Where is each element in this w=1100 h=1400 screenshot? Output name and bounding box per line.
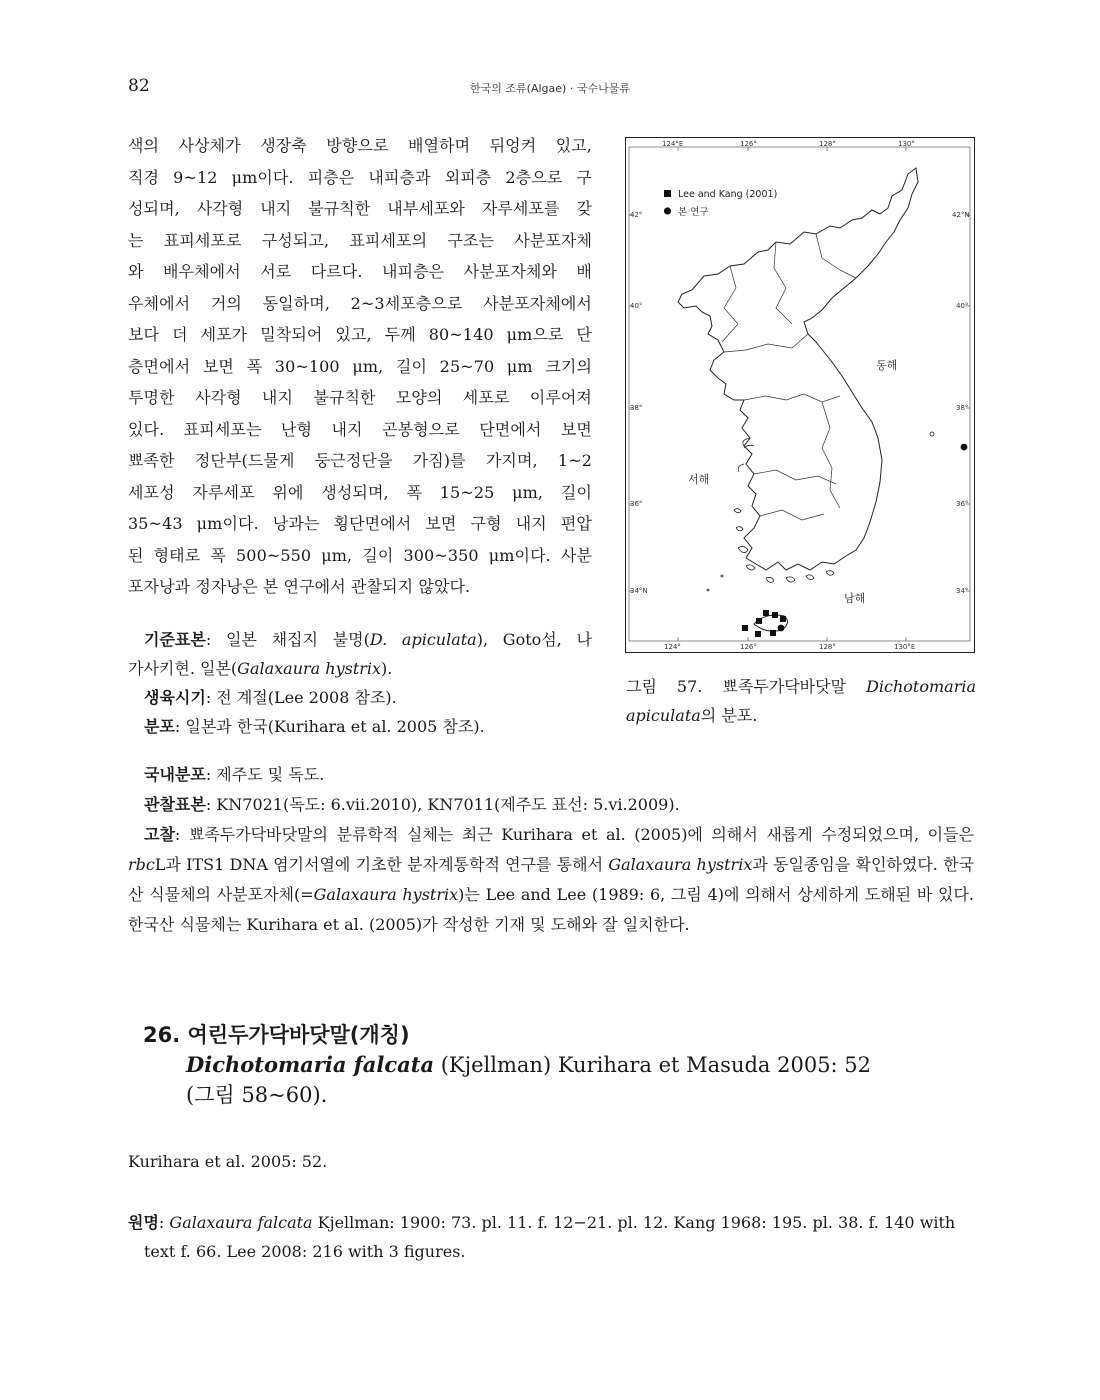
legend-square-label: Lee and Kang (2001) <box>678 189 778 200</box>
description-line: 색의 사상체가 생장축 방향으로 배열하며 뒤엉켜 있고, <box>128 136 592 155</box>
top-tick-1: 126° <box>740 140 757 148</box>
left-tick-3: 36° <box>630 500 643 508</box>
reference-line: Kurihara et al. 2005: 52. <box>128 1152 328 1171</box>
top-tick-3: 130° <box>898 140 915 148</box>
species-binomial-line <box>143 1050 963 1080</box>
species-heading <box>143 1020 963 1110</box>
record-square <box>780 616 786 622</box>
bottom-tick-2: 128° <box>819 643 836 651</box>
domestic-distribution-entry: 국내분포: 제주도 및 독도. <box>144 765 325 784</box>
record-square <box>742 625 748 631</box>
running-header: 한국의 조류(Algae) · 국수나물류 <box>470 82 630 95</box>
right-tick-3: 36° <box>956 500 969 508</box>
description-line: 있다. 표피세포는 난형 내지 곤봉형으로 단면에서 보면 <box>128 419 592 439</box>
season-entry: 생육시기: 전 계절(Lee 2008 참조). <box>144 687 397 707</box>
full-width-block <box>128 760 974 940</box>
type-specimen-entry-cont: 가사키현. 일본(Galaxaura hystrix). <box>128 658 393 678</box>
discussion-paragraph: 고찰: 뾰족두가닥바닷말의 분류학적 실체는 최근 Kurihara et al. (2005)에 의해서 새롭게 수정되었으며, 이들은 rbcL과 ITS1 DNA 염기서열에 기초한 분자계통학적 연구를 통해서 Galaxaura hystrix과 동일종임을 확인하였다. 한국산 식물체의 사분포자체(=Galaxaura hystrix)는 Lee and Lee (1989: 6, 그림 4)에 의해서 상세하게 도해된 바 있다. 한국산 식물체는 Kurihara et al. (2005)가 작성한 기재 및 도해와 잘 일치한다. <box>128 825 975 934</box>
species-authority: (Kjellman) Kurihara et Masuda 2005: 52 <box>434 1053 872 1077</box>
record-square <box>772 612 778 618</box>
observed-specimens-label: 관찰표본 <box>144 795 206 814</box>
description-line: 와 배우체에서 서로 다르다. 내피층은 사분포자체와 배 <box>128 262 592 281</box>
right-tick-0: 42°N <box>952 211 970 219</box>
record-square <box>755 631 761 637</box>
species-figures: (그림 58~60). <box>186 1083 328 1107</box>
korea-map-svg <box>626 138 976 654</box>
record-square <box>770 630 776 636</box>
observed-specimens-entry: 관찰표본: KN7021(독도: 6.vii.2010), KN7011(제주도 표선: 5.vi.2009). <box>144 795 680 814</box>
description-line: 투명한 사각형 내지 불규칙한 모양의 세포로 이루어져 <box>128 388 592 407</box>
bottom-tick-3: 130°E <box>894 643 916 651</box>
description-line: 세포성 자루세포 위에 생성되며, 폭 15~25 μm, 길이 <box>128 482 592 502</box>
record-square <box>756 618 762 624</box>
record-circle <box>961 444 968 451</box>
label-west-sea: 서해 <box>688 473 710 486</box>
top-tick-0: 124°E <box>662 140 684 148</box>
label-east-sea: 동해 <box>876 359 898 372</box>
left-tick-4: 34°N <box>630 587 648 595</box>
label-south-sea: 남해 <box>844 592 866 605</box>
description-line: 층면에서 보면 폭 30~100 μm, 길이 25~70 μm 크기의 <box>128 356 592 376</box>
bottom-tick-0: 124° <box>664 643 681 651</box>
description-line: 보다 더 세포가 밀착되어 있고, 두께 80~140 μm으로 단 <box>128 325 592 344</box>
record-square <box>763 610 769 616</box>
right-tick-1: 40° <box>956 302 969 310</box>
discussion-label: 고찰 <box>144 825 175 844</box>
coastal-islands <box>707 432 934 591</box>
right-tick-2: 38° <box>956 404 969 412</box>
legend-circle-label: 본 연구 <box>678 207 709 218</box>
distribution-entry: 분포: 일본과 한국(Kurihara et al. 2005 참조). <box>144 716 485 736</box>
distribution-map <box>625 137 975 653</box>
legend-circle-symbol <box>664 207 671 214</box>
description-line: 35~43 μm이다. 낭과는 횡단면에서 보면 구형 내지 편압 <box>128 514 592 533</box>
description-line: 직경 9~12 μm이다. 피층은 내피층과 외피층 2층으로 구 <box>128 167 592 187</box>
basionym-label: 원명 <box>128 1213 159 1232</box>
map-inner-frame <box>629 147 970 641</box>
page-number: 82 <box>128 76 150 96</box>
description-line: 뾰족한 정단부(드물게 둥근정단을 가짐)를 가지며, 1~2 <box>128 451 592 470</box>
description-line: 포자낭과 정자낭은 본 연구에서 관찰되지 않았다. <box>128 577 471 596</box>
left-column <box>128 130 592 741</box>
bottom-tick-1: 126° <box>740 643 757 651</box>
left-tick-0: 42° <box>630 211 643 219</box>
province-boundaries <box>722 234 856 520</box>
season-label: 생육시기 <box>144 687 206 707</box>
top-tick-2: 128° <box>819 140 836 148</box>
right-tick-4: 34° <box>956 587 969 595</box>
species-binomial: Dichotomaria falcata <box>186 1052 435 1077</box>
record-circle <box>778 625 785 632</box>
description-line: 성되며, 사각형 내지 불규칙한 내부세포와 자루세포를 갖 <box>128 199 592 218</box>
description-line: 된 형태로 폭 500~550 μm, 길이 300~350 μm이다. 사분 <box>128 545 592 565</box>
basionym-entry: 원명: Galaxaura falcata Kjellman: 1900: 73. pl. 11. f. 12−21. pl. 12. Kang 1968: 195. pl. 38. f. 140 with text f. 66. Lee 2008: 216 with 3 figures. <box>128 1213 956 1261</box>
record-points <box>742 444 967 637</box>
left-tick-2: 38° <box>630 404 643 412</box>
species-description <box>128 130 592 603</box>
domestic-distribution-label: 국내분포 <box>144 765 206 784</box>
description-line: 는 표피세포로 구성되고, 표피세포의 구조는 사분포자체 <box>128 230 592 250</box>
type-specimen-label: 기준표본 <box>144 629 206 649</box>
species-number-title: 26. 여린두가닥바닷말(개칭) <box>143 1023 410 1047</box>
left-tick-1: 40° <box>630 302 643 310</box>
distribution-label: 분포 <box>144 716 175 736</box>
type-specimen-entry: 기준표본: 일본 채집지 불명(D. apiculata), Goto섬, 나 <box>144 629 593 649</box>
legend-square-symbol <box>664 190 671 197</box>
figure-caption: 그림 57. 뾰족두가닥바닷말 Dichotomaria apiculata의 분포. <box>626 677 976 725</box>
description-line: 우체에서 거의 동일하며, 2~3세포층으로 사분포자체에서 <box>128 293 592 313</box>
